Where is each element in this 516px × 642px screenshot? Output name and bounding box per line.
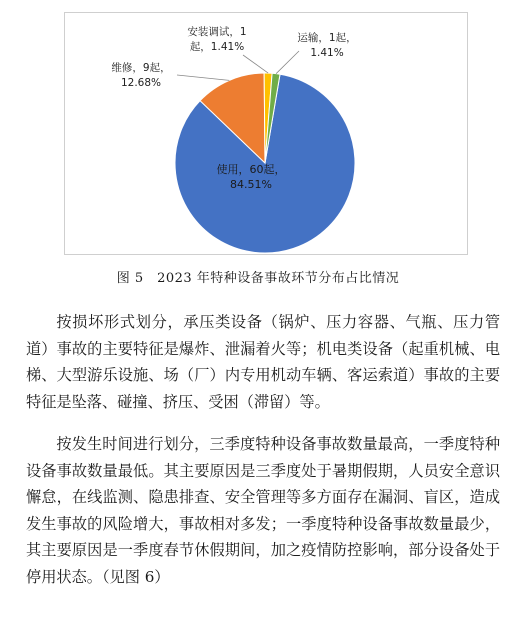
label-transport-line2: 1.41% [310, 47, 344, 59]
leader-transport [276, 51, 299, 74]
label-install-line2: 起，1.41% [189, 41, 245, 53]
label-transport-line1: 运输，1起， [297, 32, 357, 44]
label-repair-line1: 维修，9起， [111, 62, 171, 74]
leader-install [243, 55, 268, 73]
label-use-line2: 84.51% [230, 178, 272, 191]
leader-repair [177, 75, 229, 80]
figure-caption: 图 5 2023 年特种设备事故环节分布占比情况 [116, 271, 400, 286]
pie-chart [65, 13, 469, 256]
label-install-line1: 安装调试，1 [187, 26, 247, 38]
paragraph-time-distribution: 按发生时间进行划分，三季度特种设备事故数量最高，一季度特种设备事故数量最低。其主要原因是三季度处于暑期假期，人员安全意识懈怠，在线监测、隐患排查、安全管理等多方面存在漏洞、盲区，造成发生事故的风险增大，事故相对多发；一季度特种设备事故数量最少，其主要原因是一季度春节休假期间，加之疫情防控影响，部分设备处于停用状态。（见图 6） [26, 435, 500, 586]
paragraph-damage-form: 按损坏形式划分，承压类设备（锅炉、压力容器、气瓶、压力管道）事故的主要特征是爆炸、泄漏着火等；机电类设备（起重机械、电梯、大型游乐设施、场（厂）内专用机动车辆、客运索道）事故的主要特征是坠落、碰撞、挤压、受困（滞留）等。 [26, 313, 500, 411]
pie-chart-frame [64, 12, 468, 255]
label-use-line1: 使用，60起， [216, 163, 286, 176]
label-repair-line2: 12.68% [120, 77, 162, 89]
